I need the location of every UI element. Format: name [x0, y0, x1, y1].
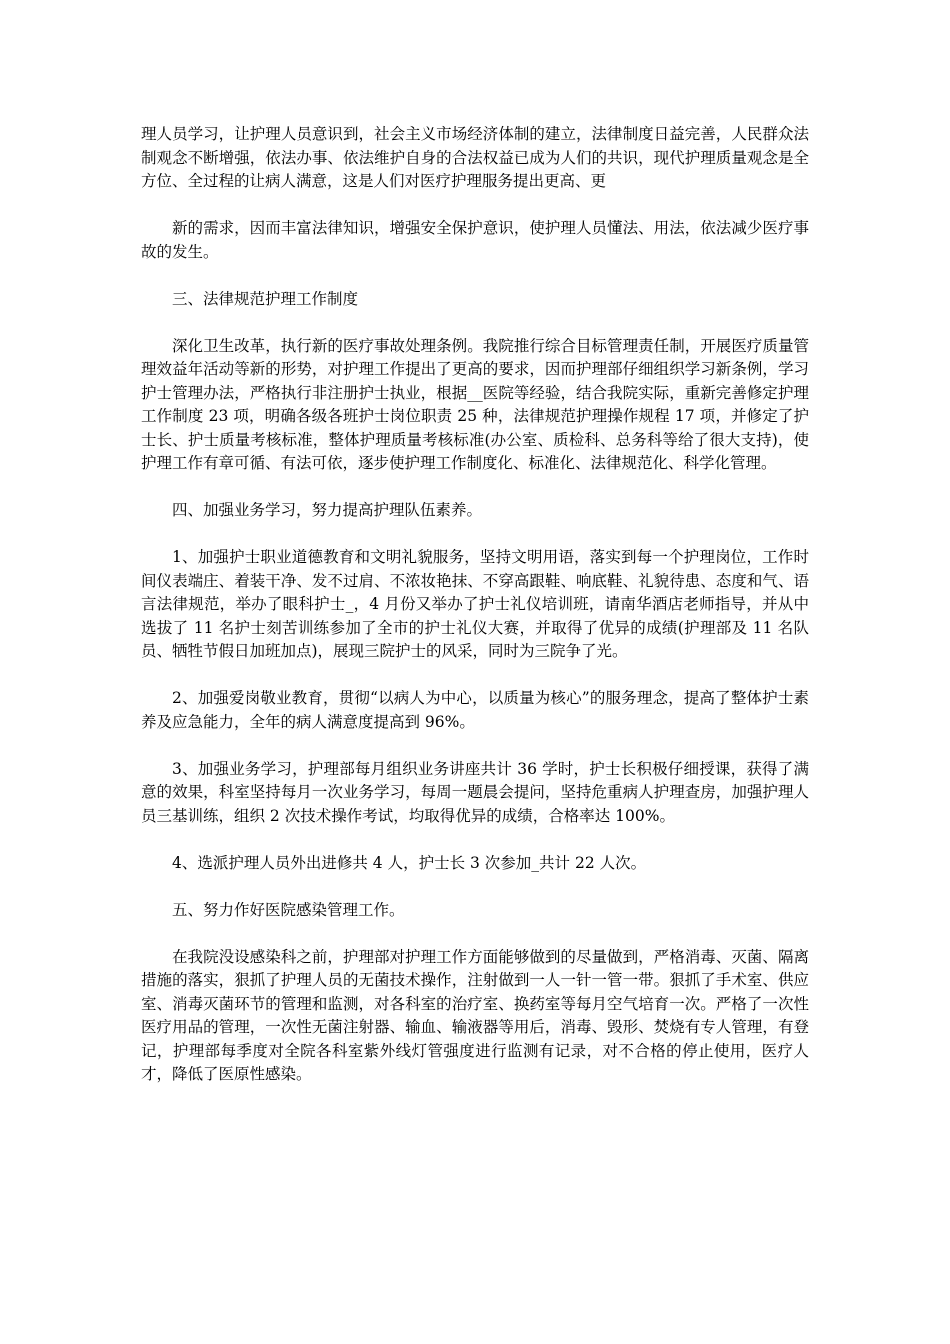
section-heading-4: 四、加强业务学习，努力提高护理队伍素养。 — [172, 501, 483, 519]
paragraph-item-3: 3、加强业务学习，护理部每月组织业务讲座共计 36 学时，护士长积极仔细授课，获得了满意的效果，科室坚持每月一次业务学习，每周一题晨会提问，坚持危重病人护理查房，加强护理人员三基训练，组织 2 次技术操作考试，均取得优异的成绩，合格率达 100%。 — [141, 759, 809, 825]
paragraph-work-system: 深化卫生改革，执行新的医疗事故处理条例。我院推行综合目标管理责任制，开展医疗质量管理效益年活动等新的形势，对护理工作提出了更高的要求，因而护理部仔细组织学习新条例，学习护士管理办法，严格执行非注册护士执业，根据__医院等经验，结合我院实际，重新完善修定护理工作制度 23 项，明确各级各班护士岗位职责 25 种，法律规范护理操作规程 17 项，并修定了护士长、护士质量考核标准，整体护理质量考核标准(办公室、质检科、总务科等给了很大支持)，使护理工作有章可循、有法可依，逐步使护理工作制度化、标准化、法律规范化、科学化管理。 — [141, 336, 809, 472]
section-heading-5: 五、努力作好医院感染管理工作。 — [172, 900, 405, 919]
paragraph-legal-knowledge: 新的需求，因而丰富法律知识，增强安全保护意识，使护理人员懂法、用法，依法减少医疗事故的发生。 — [141, 219, 809, 261]
paragraph-continuation: 理人员学习，让护理人员意识到，社会主义市场经济体制的建立，法律制度日益完善，人民群众法制观念不断增强，依法办事、依法维护自身的合法权益已成为人们的共识，现代护理质量观念是全方位、全过程的让病人满意，这是人们对医疗护理服务提出更高、更 — [141, 125, 809, 190]
paragraph-infection-control: 在我院没设感染科之前，护理部对护理工作方面能够做到的尽量做到，严格消毒、灭菌、隔离措施的落实，狠抓了护理人员的无菌技术操作，注射做到一人一针一管一带。狠抓了手术室、供应室、消毒灭菌环节的管理和监测，对各科室的治疗室、换药室等每月空气培育一次。严格了一次性医疗用品的管理，一次性无菌注射器、输血、输液器等用后，消毒、毁形、焚烧有专人管理，有登记，护理部每季度对全院各科室紫外线灯管强度进行监测有记录，对不合格的停止使用，医疗人才，降低了医原性感染。 — [141, 947, 809, 1083]
section-heading-3: 三、法律规范护理工作制度 — [172, 289, 359, 308]
paragraph-item-1: 1、加强护士职业道德教育和文明礼貌服务，坚持文明用语，落实到每一个护理岗位，工作时间仪表端庄、着装干净、发不过肩、不浓妆艳抹、不穿高跟鞋、响底鞋、礼貌待患、态度和气、语言法律规范，举办了眼科护士_，4 月份又举办了护士礼仪培训班，请南华酒店老师指导，并从中选拔了 11 名护士刻苦训练参加了全市的护士礼仪大赛，并取得了优异的成绩(护理部及 11 名队员、牺牲节假日加班加点)，展现三院护士的风采，同时为三院争了光。 — [141, 548, 809, 660]
paragraph-item-2: 2、加强爱岗敬业教育，贯彻“以病人为中心，以质量为核心”的服务理念，提高了整体护士素养及应急能力，全年的病人满意度提高到 96%。 — [141, 689, 809, 731]
paragraph-item-4: 4、选派护理人员外出进修共 4 人，护士长 3 次参加_共计 22 人次。 — [172, 853, 647, 872]
document-body — [141, 123, 809, 1110]
